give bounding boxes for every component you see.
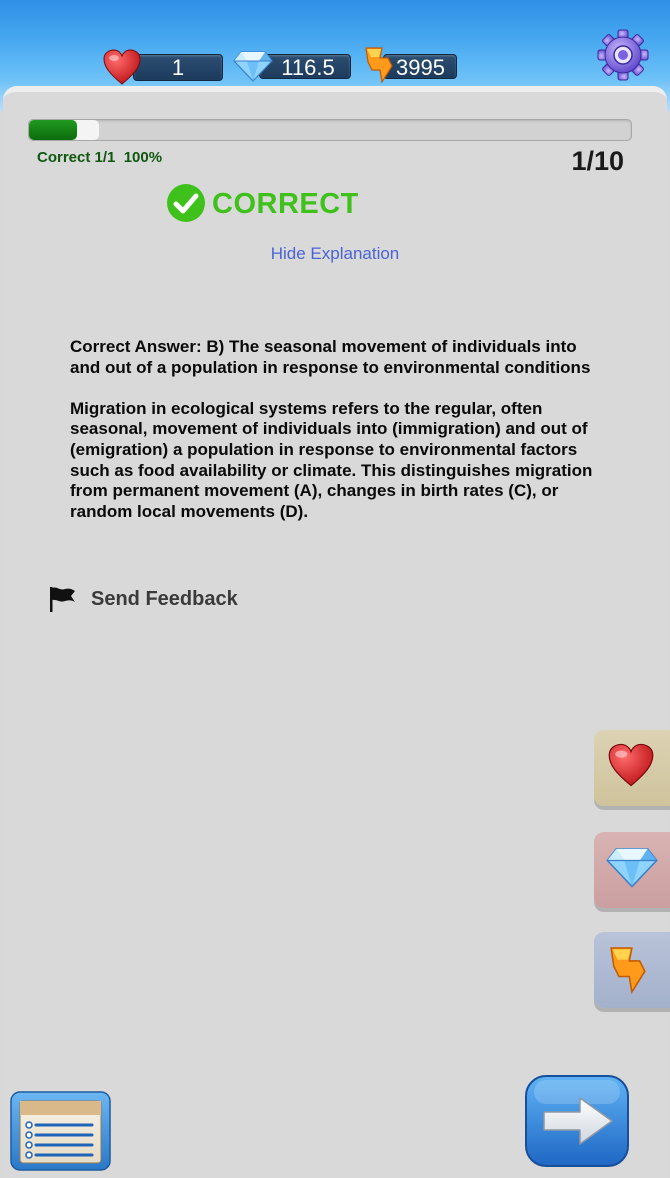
hide-explanation-link[interactable]: Hide Explanation	[270, 244, 400, 263]
energy-count: 3995	[396, 55, 445, 80]
buy-hearts-button[interactable]	[594, 730, 670, 806]
buy-gems-button[interactable]	[594, 832, 670, 908]
explanation-body: Migration in ecological systems refers to the regular, often seasonal, movement of individuals into (immigration) and out of (emigration) a population in response to environmental factors such as food availability or climate. This distinguishes migration from permanent movement (A), changes in birth rates (C), or random local movements (D).	[70, 398, 593, 521]
hearts-counter	[133, 54, 223, 81]
explanation-text	[70, 337, 600, 543]
lightning-icon	[362, 46, 396, 84]
quiz-progress-bar	[28, 119, 632, 141]
gems-count: 116.5	[281, 55, 335, 80]
diamond-icon	[233, 50, 273, 82]
arrow-right-icon[interactable]	[524, 1074, 630, 1168]
buy-energy-button[interactable]	[594, 932, 670, 1008]
send-feedback-label: Send Feedback	[91, 588, 238, 610]
heart-icon	[102, 48, 142, 86]
flag-icon	[47, 585, 77, 613]
correct-answer-text: Correct Answer: B) The seasonal movement of individuals into and out of a population in response to environmental conditions	[70, 337, 591, 377]
gear-icon[interactable]	[596, 28, 650, 82]
result-label: CORRECT	[212, 188, 359, 220]
list-menu-icon[interactable]	[10, 1091, 111, 1171]
checkmark-circle-icon	[166, 183, 206, 223]
score-summary: Correct 1/1 100%	[37, 149, 163, 166]
question-counter: 1/10	[571, 146, 624, 176]
hearts-count: 1	[171, 55, 185, 80]
heart-icon	[606, 742, 656, 788]
lightning-icon	[606, 944, 650, 996]
diamond-icon	[606, 844, 658, 890]
progress-fill	[29, 120, 77, 140]
